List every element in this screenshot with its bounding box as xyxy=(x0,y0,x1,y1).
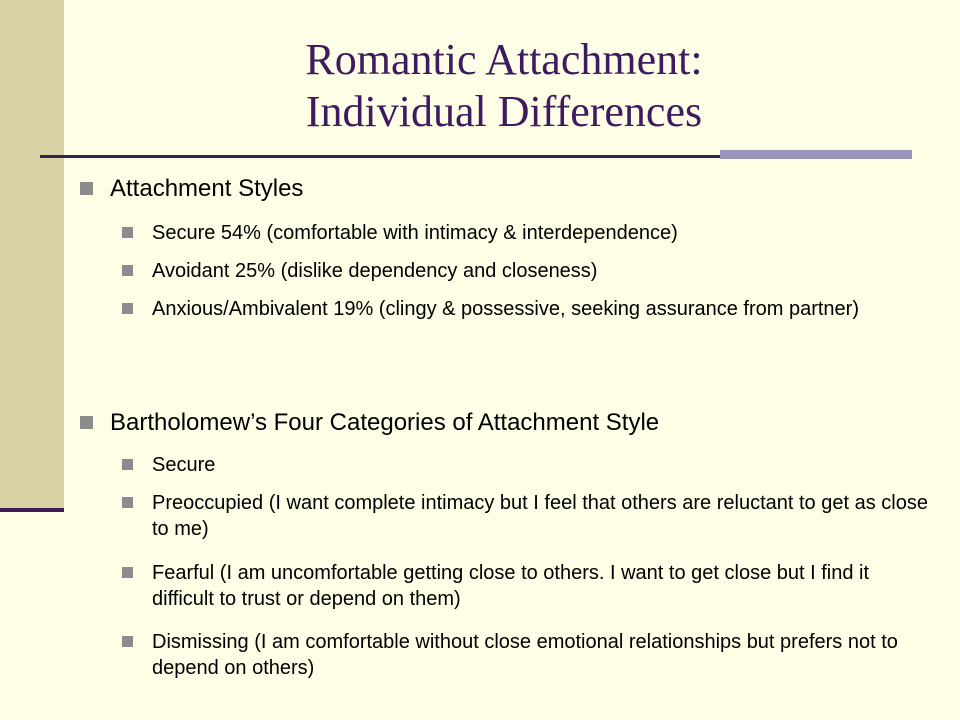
bullet-square-icon xyxy=(122,303,133,314)
bullet-square-icon xyxy=(122,265,133,276)
list-item-anxious-ambivalent: Anxious/Ambivalent 19% (clingy & possessive, seeking assurance from partner) xyxy=(122,296,932,322)
bullet-square-icon xyxy=(80,182,93,195)
title-accent-bar xyxy=(720,150,912,159)
bullet-square-icon xyxy=(122,227,133,238)
side-band xyxy=(0,0,64,510)
bullet-square-icon xyxy=(122,636,133,647)
list-item-dismissing: Dismissing (I am comfortable without close emotional relationships but prefers not to depend on others) xyxy=(122,629,932,681)
slide-title-line-1: Romantic Attachment: xyxy=(305,35,703,84)
list-item-secure-category: Secure xyxy=(122,452,932,478)
list-item-fearful: Fearful (I am uncomfortable getting close to others. I want to get close but I find it difficult to trust or depend on them) xyxy=(122,560,932,612)
bullet-square-icon xyxy=(122,567,133,578)
bullet-square-icon xyxy=(122,497,133,508)
bullet-square-icon xyxy=(122,459,133,470)
slide-title xyxy=(70,34,938,138)
list-item-avoidant: Avoidant 25% (dislike dependency and closeness) xyxy=(122,258,932,284)
side-band-underline xyxy=(0,508,64,512)
bullet-square-icon xyxy=(80,416,93,429)
list-item-secure: Secure 54% (comfortable with intimacy & interdependence) xyxy=(122,220,932,246)
list-item-preoccupied: Preoccupied (I want complete intimacy but I feel that others are reluctant to get as close to me) xyxy=(122,490,932,542)
slide-title-line-2: Individual Differences xyxy=(305,87,703,136)
